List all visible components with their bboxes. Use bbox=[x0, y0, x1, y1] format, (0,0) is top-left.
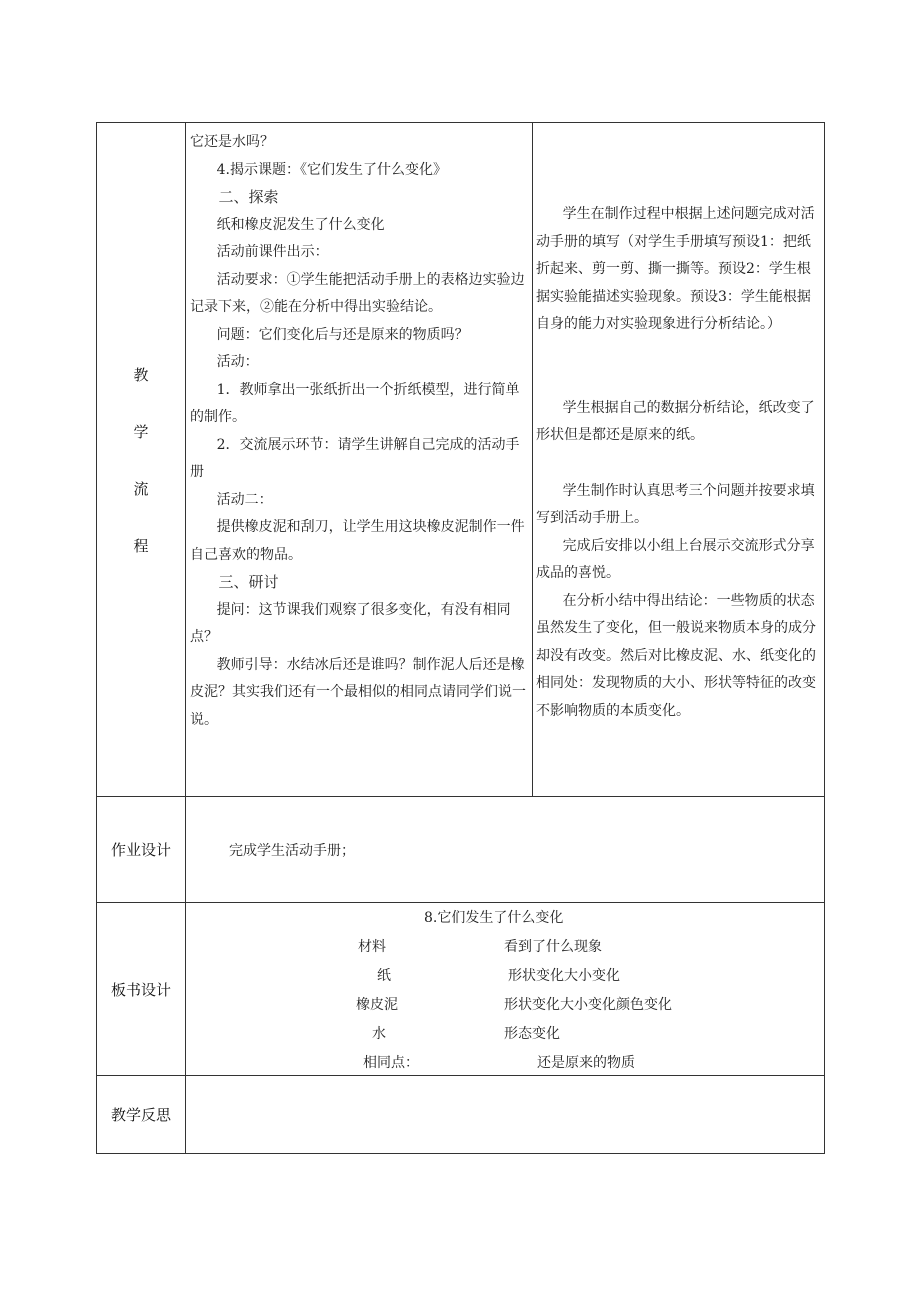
board-row-phenomenon: 形状变化大小变化 bbox=[508, 968, 620, 984]
board-row-phenomenon: 形态变化 bbox=[504, 1026, 560, 1042]
student-paragraph: 学生根据自己的数据分析结论，纸改变了形状但是都还是原来的纸。 bbox=[536, 399, 815, 443]
flow-paragraph: 提问：这节课我们观察了很多变化，有没有相同点？ bbox=[190, 601, 511, 645]
reflection-label: 教学反思 bbox=[97, 1076, 186, 1154]
student-activity-cell bbox=[533, 123, 825, 797]
homework-label: 作业设计 bbox=[97, 797, 186, 903]
flow-paragraph: 活动： bbox=[216, 354, 259, 370]
board-content bbox=[186, 903, 824, 1075]
teacher-activity-cell bbox=[186, 123, 533, 797]
teaching-flow-label-char: 程 bbox=[133, 536, 149, 555]
section-heading: 三、研讨 bbox=[218, 573, 279, 591]
teaching-flow-label-char: 学 bbox=[133, 422, 149, 441]
board-row-material: 纸 bbox=[377, 968, 391, 984]
board-row-material: 橡皮泥 bbox=[356, 997, 398, 1013]
student-paragraph: 完成后安排以小组上台展示交流形式分享成品的喜悦。 bbox=[536, 537, 815, 581]
flow-paragraph: 教师引导：水结冰后还是谁吗？制作泥人后还是橡皮泥？其实我们还有一个最相似的相同点请同学们说一说。 bbox=[190, 656, 526, 728]
teaching-flow-label-char: 流 bbox=[133, 479, 149, 498]
flow-paragraph: 问题：它们变化后与还是原来的物质吗？ bbox=[216, 326, 469, 343]
teaching-flow-label bbox=[97, 123, 186, 797]
teaching-flow-row bbox=[97, 123, 825, 797]
board-title: 8.它们发生了什么变化 bbox=[424, 910, 564, 926]
flow-paragraph: 它还是水吗？ bbox=[190, 134, 274, 150]
teaching-flow-label-char: 教 bbox=[133, 365, 149, 384]
flow-paragraph: 活动要求：①学生能把活动手册上的表格边实验边记录下来，②能在分析中得出实验结论。 bbox=[190, 271, 525, 315]
board-header-material: 材料 bbox=[358, 939, 386, 955]
board-header-phenomenon: 看到了什么现象 bbox=[504, 939, 602, 955]
board-row bbox=[97, 903, 825, 1076]
student-paragraph: 在分析小结中得出结论：一些物质的状态虽然发生了变化，但一般说来物质本身的成分却没有改变。然后对比橡皮泥、水、纸变化的相同处：发现物质的大小、形状等特征的改变不影响物质的本质变化。 bbox=[536, 592, 816, 719]
board-row-phenomenon: 形状变化大小变化颜色变化 bbox=[504, 997, 672, 1013]
homework-row bbox=[97, 797, 825, 903]
reflection-content bbox=[186, 1076, 825, 1154]
lesson-plan-table bbox=[96, 122, 825, 1154]
homework-content: 完成学生活动手册； bbox=[186, 797, 825, 903]
flow-paragraph: 4.揭示课题：《它们发生了什么变化》 bbox=[216, 161, 447, 178]
section-heading: 二、探索 bbox=[218, 188, 279, 206]
student-paragraph: 学生制作时认真思考三个问题并按要求填写到活动手册上。 bbox=[536, 482, 815, 526]
student-paragraph: 学生在制作过程中根据上述问题完成对活动手册的填写（对学生手册填写预设1：把纸折起来、剪一剪、撕一撕等。预设2：学生根据实验能描述实验现象。预设3：学生能根据自身的能力对实验现象进行分析结论。） bbox=[536, 206, 815, 332]
flow-paragraph: 活动二： bbox=[216, 491, 273, 508]
flow-paragraph: 纸和橡皮泥发生了什么变化 bbox=[216, 216, 385, 233]
flow-paragraph: 提供橡皮泥和刮刀，让学生用这块橡皮泥制作一件自己喜欢的物品。 bbox=[190, 519, 525, 563]
flow-paragraph: 活动前课件出示： bbox=[216, 244, 329, 260]
flow-paragraph: 2．交流展示环节：请学生讲解自己完成的活动手册 bbox=[190, 436, 520, 480]
flow-paragraph: 1．教师拿出一张纸折出一个折纸模型，进行简单的制作。 bbox=[190, 381, 520, 425]
board-label: 板书设计 bbox=[97, 903, 186, 1076]
board-row-material: 水 bbox=[372, 1026, 386, 1042]
board-summary-value: 还是原来的物质 bbox=[537, 1055, 635, 1071]
board-summary-label: 相同点： bbox=[363, 1055, 419, 1071]
reflection-row bbox=[97, 1076, 825, 1154]
board-content-cell bbox=[186, 903, 825, 1076]
